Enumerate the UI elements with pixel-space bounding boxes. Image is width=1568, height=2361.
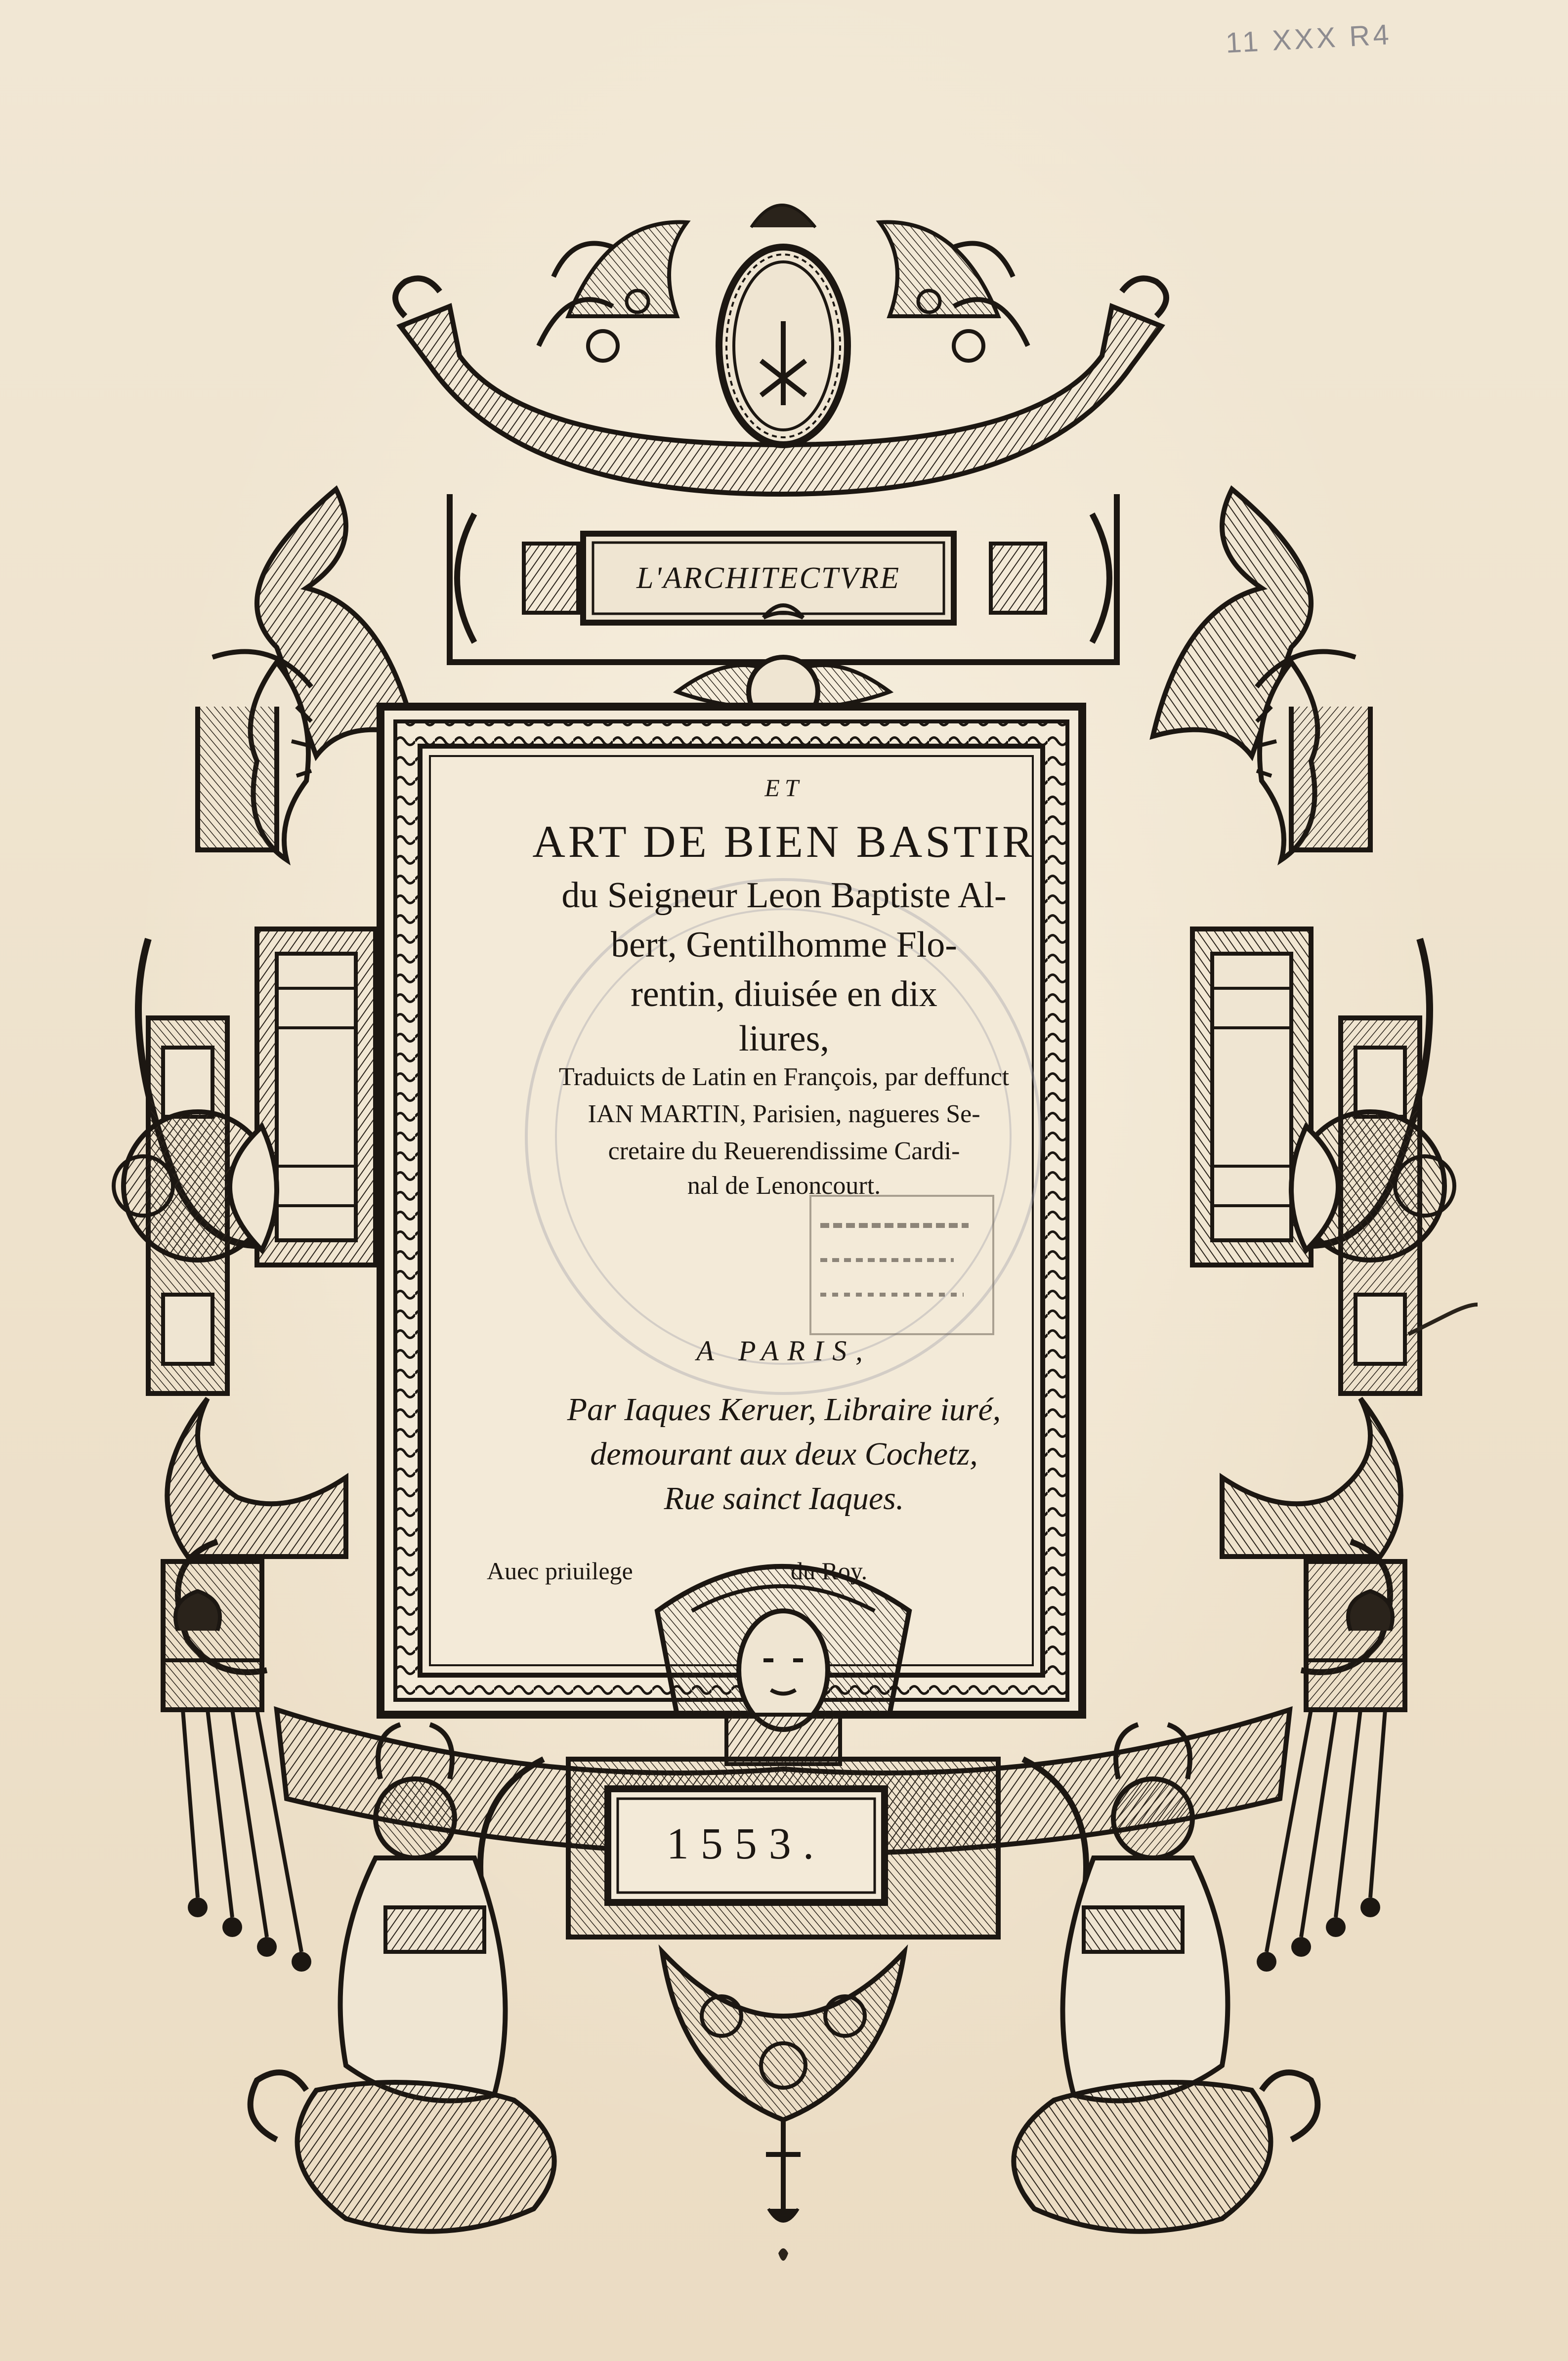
translator-line: IAN MARTIN, Parisien, nagueres Se- [588,1100,980,1128]
imprint-line: demourant aux deux Cochetz, [590,1436,978,1472]
imprint-line: Rue sainct Iaques. [664,1480,904,1517]
translator-line: cretaire du Reuerendissime Cardi- [608,1137,960,1165]
title-line: bert, Gentilhomme Flo- [611,925,957,965]
title-line: du Seigneur Leon Baptiste Al- [561,875,1007,916]
translator-line: nal de Lenoncourt. [687,1172,881,1200]
crest-cartouche [395,205,1166,494]
translator-line: Traduicts de Latin en François, par deffunct [558,1063,1010,1091]
fruit-pendant [662,1952,904,2221]
privilege-right: du Roy. [791,1557,868,1585]
publication-year: 1553. [666,1819,826,1868]
title-conjunction: ET [764,774,804,801]
imprint-city: A PARIS, [696,1335,872,1367]
title-line: rentin, diuisée en dix [631,974,937,1014]
imprint-line: Par Iaques Keruer, Libraire iuré, [567,1391,1001,1428]
shelfmark-annotation: 11 XXX R4 [1225,18,1393,59]
banner-title: L'ARCHITECTVRE [636,561,901,595]
title-line: liures, [739,1018,829,1059]
main-title: ART DE BIEN BASTIR [532,816,1036,867]
bottom-mask [657,1566,909,1764]
privilege-left: Auec priuilege [487,1557,633,1585]
ink-dot [778,2248,788,2261]
